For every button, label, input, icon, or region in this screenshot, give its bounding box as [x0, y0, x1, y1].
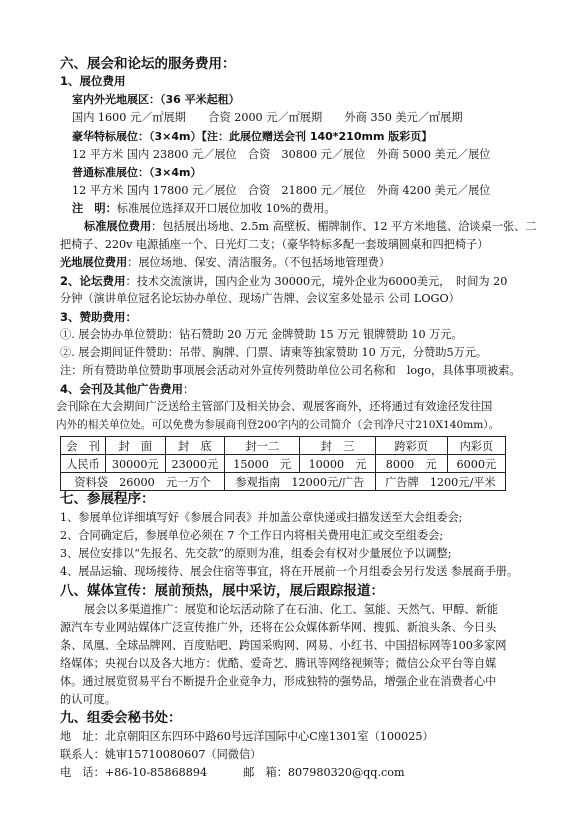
table-cell: 广告牌 1200元/平米: [375, 473, 505, 491]
table-cell: 30000元: [105, 455, 165, 473]
table-cell: 8000 元: [375, 455, 447, 473]
section9-title: 九、组委会秘书处：: [60, 710, 182, 726]
table-row: [61, 455, 506, 473]
table-cell: 封 面: [105, 437, 165, 455]
raw-includes-text: ：展位场地、保安、清洁服务。（不包括场地管理费）: [127, 256, 391, 269]
section8-title: 八、媒体宣传：展前预热，展中采访，展后跟踪报道：: [60, 583, 384, 599]
table-cell: 23000元: [165, 455, 225, 473]
standard-booth-title: 普通标准展位：（3×4m）: [72, 166, 202, 179]
table-cell: 封 底: [165, 437, 225, 455]
media-line-6: 的认可度。: [60, 693, 116, 706]
address-line: [60, 729, 434, 745]
media-line-2: 源汽车专业网站媒体广泛宣传推广外，还将在公众媒体新华网、搜狐、新浪头条、今日头: [60, 621, 497, 634]
procedure-line-4: 4、展品运输、现场接待、展会住宿等事宜，将在开展前一个月组委会另行发送 参展商手册。: [60, 565, 519, 578]
media-line-4: 络媒体；央视台以及各大地方：优酷、爱奇艺、腾讯等网络视频等；微信公众平台等自媒: [60, 657, 497, 670]
address-value: 北京朝阳区东四环中路60号远洋国际中心C座1301室（100025）: [104, 730, 434, 743]
address-label: 地 址：: [60, 730, 105, 743]
standard-includes-label: 标准展位费用: [84, 220, 152, 233]
booth-fee-heading: 1、展位费用: [60, 74, 126, 88]
table-cell: 6000元: [447, 455, 505, 473]
table-cell: 参观指南 12000元/广告: [225, 473, 376, 491]
note-text: 标准展位选择双开口展位加收 10%的费用。: [116, 202, 336, 215]
forum-fee-text1: ：技术交流演讲，国内企业为 30000元，境外企业为6000美元， 时间为 20: [125, 275, 508, 288]
procedure-line-3: 3、展位安排以“先报名、先交款”的原则为准，组委会有权对少量展位予以调整;: [60, 547, 452, 560]
section6-title: 六、展会和论坛的服务费用：: [60, 56, 236, 72]
table-cell: 跨彩页: [375, 437, 447, 455]
forum-fee-heading: 2、论坛费用: [60, 274, 126, 288]
media-line-1: 展会以多渠道推广：展览和论坛活动除了在石油、化工、氢能、天然气、甲醇、新能: [84, 603, 498, 616]
contact-value: 姚审15710080607（同微信）: [104, 748, 262, 761]
email-label: 邮 箱：: [243, 766, 288, 779]
table-cell: 内彩页: [447, 437, 505, 455]
contact-label: 联系人：: [60, 748, 105, 761]
raw-includes-label: 光地展位费用: [60, 256, 128, 269]
sponsor-line2: ②. 展会期间证件赞助：吊带、胸牌、门票、请柬等独家赞助 10 万元，分赞助5万元。: [60, 346, 488, 359]
catalog-line1: 会刊除在大会期间广泛送给主管部门及相关协会、观展客商外，还将通过有效途径发往国: [56, 400, 493, 413]
table-row: [61, 437, 506, 455]
catalog-heading: 4、会刊及其他广告费用: [60, 382, 184, 396]
catalog-heading-colon: ：: [183, 383, 195, 396]
table-cell: 资料袋 26000 元一万个: [61, 473, 225, 491]
raw-includes-line: [60, 255, 390, 271]
sponsor-line1: ①. 展会协办单位赞助：钻石赞助 20 万元 金牌赞助 15 万元 银牌赞助 10 万元。: [60, 328, 463, 341]
procedure-line-2: 2、合同确定后，参展单位必须在 7 个工作日内将相关费用电汇或交至组委会;: [60, 529, 444, 542]
standard-includes-text1: ：包括展出场地、2.5m 高壁板、楣牌制作、12 平方米地毯、洽谈桌一张、二: [151, 220, 537, 233]
sponsor-fee-heading: 3、赞助费用：: [60, 310, 138, 324]
standard-booth-price: 12 平方米 国内 17800 元／展位 合资 21800 元／展位 外商 4200 美元／展位: [72, 184, 491, 197]
table-cell: 15000 元: [225, 455, 300, 473]
catalog-line2: 内外的相关单位处。可以免费为参展商刊登200字内的公司简介（会刊净尺寸210X140mm）。: [56, 419, 500, 431]
procedure-line-1: 1、参展单位详细填写好《参展合同表》并加盖公章快递或扫描发送至大会组委会;: [60, 511, 463, 524]
catalog-heading-line: [60, 381, 194, 398]
media-line-3: 条、凤凰、全球品牌网、百度贴吧、跨国采购网、网易、小红书、中国招标网等100多家网: [60, 639, 507, 652]
forum-fee-line2: 分钟（演讲单位冠名论坛协办单位、现场广告牌、会议室多处显示 公司 LOGO）: [60, 292, 460, 305]
phone-email-line: [60, 765, 405, 781]
phone-label: 电 话：: [60, 766, 105, 779]
raw-space-title: 室内外光地展区：（36 平米起租）: [72, 93, 240, 106]
sponsor-note: 注：所有赞助单位赞助事项展会活动对外宣传列赞助单位公司名称和 logo，具体事项被索。: [60, 364, 521, 377]
table-row: [61, 473, 506, 491]
luxury-booth-title: 豪华特标展位：（3×4m）【注：此展位赠送会刊 140*210mm 版彩页】: [72, 130, 433, 143]
phone-value: +86-10-85868894: [104, 766, 208, 779]
section7-title: 七、参展程序：: [60, 491, 155, 507]
ad-price-table: [60, 436, 506, 491]
contact-line: [60, 747, 261, 763]
table-cell: 会 刊: [61, 437, 106, 455]
table-cell: 人民币: [61, 455, 106, 473]
table-cell: 10000 元: [300, 455, 375, 473]
email-value: 807980320@qq.com: [287, 766, 405, 779]
raw-space-price: 国内 1600 元／㎡展期 合资 2000 元／㎡展期 外商 350 美元／㎡展期: [72, 111, 463, 124]
luxury-booth-price: 12 平方米 国内 23800 元／展位 合资 30800 元／展位 外商 5000 美元／展位: [72, 148, 491, 161]
media-line-5: 体。通过展览贸易平台不断提升企业竞争力，形成独特的强势品，增强企业在消费者心中: [60, 675, 497, 688]
booth-note: [72, 201, 335, 217]
table-cell: 封一二: [225, 437, 300, 455]
table-cell: 封 三: [300, 437, 375, 455]
note-label: 注 明：: [72, 202, 117, 215]
forum-fee-line1: [60, 273, 507, 290]
standard-includes-line1: [84, 219, 537, 235]
standard-includes-line2: 把椅子、220v 电源插座一个、日光灯二支；（豪华特标多配一套玻璃圆桌和四把椅子）: [60, 238, 489, 251]
